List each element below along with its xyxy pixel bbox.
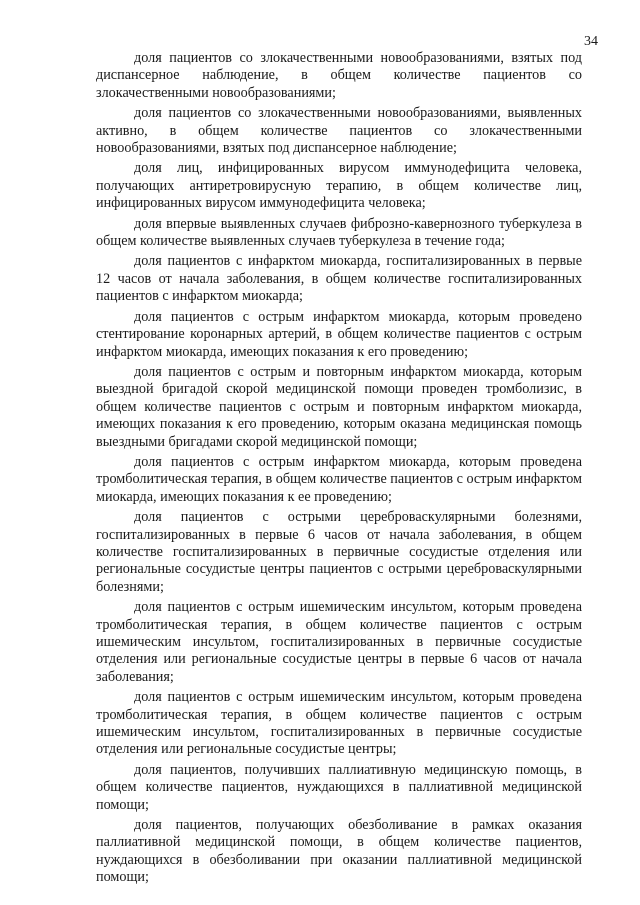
paragraph: доля пациентов со злокачественными новообразованиями, выявленных активно, в общем количестве пациентов со злокачественными новообразованиями, взятых под диспансерное наблюдение; (96, 105, 582, 157)
paragraph: доля пациентов, получающих обезболивание в рамках оказания паллиативной медицинской помощи, в общем количестве пациентов, нуждающихся в обезболивании при оказании паллиативной медицинской помощи; (96, 817, 582, 886)
paragraph: доля пациентов, получивших паллиативную медицинскую помощь, в общем количестве пациентов, нуждающихся в паллиативной медицинской помощи; (96, 761, 582, 813)
paragraph: доля пациентов с острым инфарктом миокарда, которым проведено стентирование коронарных артерий, в общем количестве пациентов с острым инфарктом миокарда, имеющих показания к его проведению; (96, 308, 582, 360)
paragraph: доля пациентов с инфарктом миокарда, госпитализированных в первые 12 часов от начала заболевания, в общем количестве госпитализированных пациентов с инфарктом миокарда; (96, 253, 582, 305)
paragraph: доля пациентов с острым ишемическим инсультом, которым проведена тромболитическая терапия, в общем количестве пациентов с острым ишемическим инсультом, госпитализированных в первичные сосудистые отделения или региональные сосудистые центры; (96, 689, 582, 758)
paragraph: доля лиц, инфицированных вирусом иммунодефицита человека, получающих антиретровирусную терапию, в общем количестве лиц, инфицированных вирусом иммунодефицита человека; (96, 160, 582, 212)
paragraph: доля впервые выявленных случаев фиброзно-кавернозного туберкулеза в общем количестве выявленных случаев туберкулеза в течение года; (96, 215, 582, 250)
page-number: 34 (584, 34, 598, 49)
document-body (96, 50, 582, 890)
paragraph: доля пациентов со злокачественными новообразованиями, взятых под диспансерное наблюдение, в общем количестве пациентов со злокачественными новообразованиями; (96, 50, 582, 101)
paragraph: доля пациентов с острым ишемическим инсультом, которым проведена тромболитическая терапия, в общем количестве пациентов с острым ишемическим инсультом, госпитализированных в первичные сосудистые отделения или региональные сосудистые центры в первые 6 часов от начала заболевания; (96, 599, 582, 685)
paragraph: доля пациентов с острым инфарктом миокарда, которым проведена тромболитическая терапия, в общем количестве пациентов с острым инфарктом миокарда, имеющих показания к ее проведению; (96, 453, 583, 505)
paragraph: доля пациентов с острыми цереброваскулярными болезнями, госпитализированных в первые 6 часов от начала заболевания, в общем количестве госпитализированных в первичные сосудистые отделения или региональные сосудистые центры пациентов с острыми цереброваскулярными болезнями; (96, 509, 582, 595)
paragraph: доля пациентов с острым и повторным инфарктом миокарда, которым выездной бригадой скорой медицинской помощи проведен тромболизис, в общем количестве пациентов с острым и повторным инфарктом миокарда, имеющих показания к его проведению, которым оказана медицинская помощь выездными бригадами скорой медицинской помощи; (96, 363, 582, 450)
